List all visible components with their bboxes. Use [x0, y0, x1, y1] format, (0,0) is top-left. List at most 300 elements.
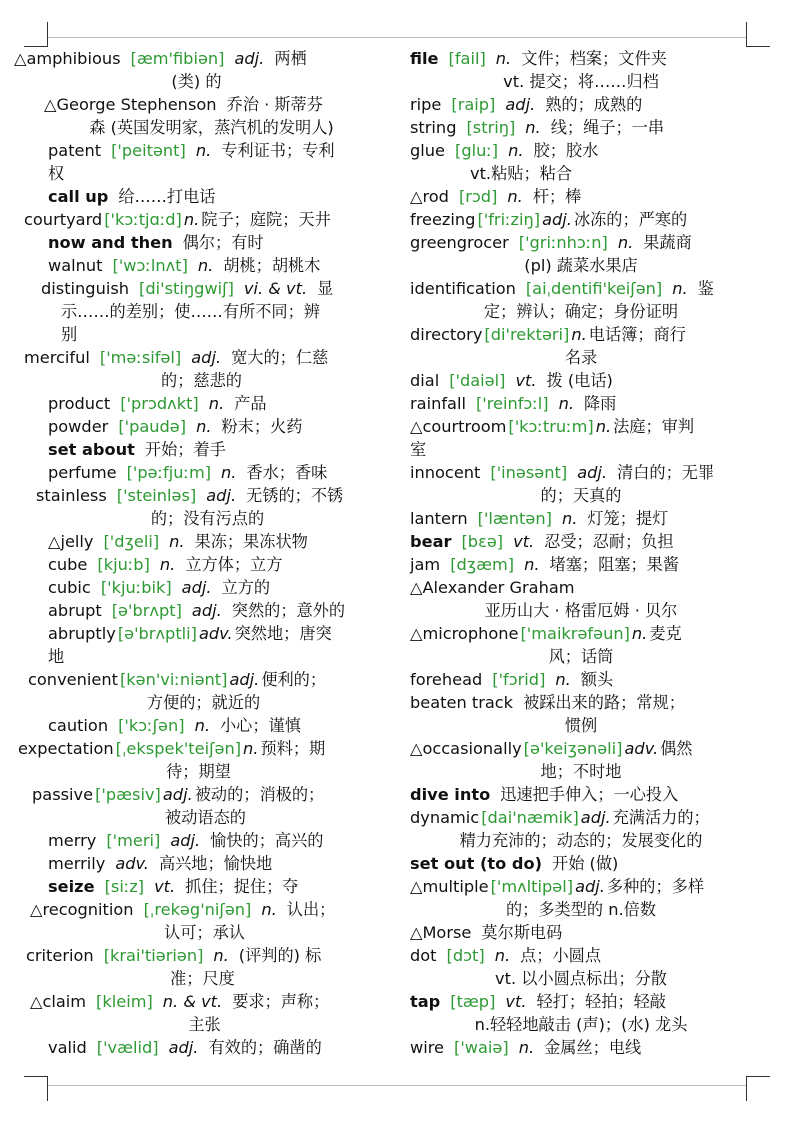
definition: 愉快的；高兴的 [210, 831, 324, 850]
definition: 偶尔；有时 [182, 233, 264, 252]
phonetic: [gluː] [455, 141, 499, 160]
definition: 偶然 [660, 739, 693, 758]
part-of-speech: vt. [513, 532, 535, 551]
definition-continued: 风；话筒 [548, 647, 614, 666]
part-of-speech: n. [507, 187, 523, 206]
crop-mark-tl-v [47, 22, 48, 47]
phonetic: [kjuːb] [97, 555, 150, 574]
headword: △Morse [410, 923, 472, 942]
phonetic: ['wɔːlnʌt] [112, 256, 188, 275]
phonetic: ['fɔrid] [492, 670, 546, 689]
phonetic: ['prɔdʌkt] [120, 394, 199, 413]
definition-continued: (pl) 蔬菜水果店 [524, 256, 638, 275]
definition: 乔治 · 斯蒂芬 [226, 95, 323, 114]
phonetic: ['inəsənt] [490, 463, 568, 482]
vocab-entry [410, 944, 752, 990]
part-of-speech: vi. & vt. [243, 279, 308, 298]
vocab-entry [14, 277, 379, 346]
vocab-entry [14, 392, 379, 415]
definition: 被动的；消极的； [194, 785, 325, 804]
headword: product [48, 394, 111, 413]
phonetic: ['məːsifəl] [99, 348, 182, 367]
definition-continued: 待；期望 [166, 762, 231, 781]
headword: perfume [48, 463, 117, 482]
definition: (评判的) 标 [238, 946, 322, 965]
vocab-entry [14, 93, 379, 139]
vocab-entry [14, 829, 379, 852]
headword: distinguish [41, 279, 130, 298]
part-of-speech: adj. [170, 831, 201, 850]
phonetic: [di'rektəri] [484, 325, 570, 344]
definition: 轻打；轻拍；轻敲 [536, 992, 666, 1011]
part-of-speech: n. [524, 555, 540, 574]
part-of-speech: n. & vt. [162, 992, 223, 1011]
crop-mark-tr-v [746, 22, 747, 47]
definition-continued: 示……的差别；使……有所不同；辨 [61, 302, 320, 321]
definition-continued: 主张 [188, 1015, 221, 1034]
headword: passive [32, 785, 94, 804]
vocab-entry [14, 576, 379, 599]
part-of-speech: n. [195, 141, 212, 160]
headword: identification [410, 279, 516, 298]
definition: 充满活力的； [612, 808, 710, 827]
vocab-entry [410, 622, 752, 668]
vocab-entry [410, 576, 752, 622]
phonetic: ['paudə] [118, 417, 187, 436]
definition: 冰冻的；严寒的 [573, 210, 688, 229]
definition-continued: 的；没有污点的 [150, 509, 265, 528]
vocab-entry [410, 93, 752, 116]
vocab-entry [14, 530, 379, 553]
headword: △claim [30, 992, 87, 1011]
definition: 香水；香味 [246, 463, 328, 482]
vocab-entry [410, 783, 752, 806]
phonetic: [ˌekspek'teiʃən] [115, 739, 242, 758]
phonetic: [dɔt] [446, 946, 485, 965]
definition-continued: 精力充沛的；动态的；发展变化的 [459, 831, 703, 850]
definition-continued: 亚历山大 · 格雷厄姆 · 贝尔 [484, 601, 678, 620]
phonetic: [ə'keiʒənəli] [523, 739, 623, 758]
definition: 文件；档案；文件夹 [521, 49, 667, 68]
definition: 法庭；审判 [613, 417, 695, 436]
headword: △rod [410, 187, 449, 206]
vocab-entry [410, 806, 752, 852]
phonetic: ['kɔːtruːm] [508, 417, 594, 436]
vocab-entry [14, 185, 379, 208]
definition: 忍受；忍耐；负担 [544, 532, 674, 551]
headword: △occasionally [410, 739, 522, 758]
phonetic: [tæp] [450, 992, 496, 1011]
vocab-entry [410, 47, 752, 93]
vocab-entry [410, 208, 752, 231]
phonetic: ['maikrəfəun] [520, 624, 630, 643]
definition: 电话簿；商行 [588, 325, 686, 344]
definition: 降雨 [584, 394, 617, 413]
part-of-speech: n. [213, 946, 229, 965]
definition: 熟的；成熟的 [545, 95, 643, 114]
definition: 额头 [580, 670, 614, 689]
crop-mark-br-v [746, 1076, 747, 1101]
headword: cubic [48, 578, 91, 597]
definition: 宽大的；仁慈 [231, 348, 329, 367]
part-of-speech: n. [494, 946, 511, 965]
phonetic: [aiˌdentifi'keiʃən] [525, 279, 663, 298]
phonetic: ['meri] [106, 831, 161, 850]
definition-continued: (类) 的 [171, 72, 222, 91]
vocab-entry [410, 553, 752, 576]
headword: abruptly [48, 624, 116, 643]
definition: 莫尔斯电码 [481, 923, 563, 942]
part-of-speech: adj. [162, 785, 193, 804]
definition-continued: 定；辨认；确定；身份证明 [483, 302, 679, 321]
definition: 两栖 [274, 49, 307, 68]
part-of-speech: vt. [154, 877, 176, 896]
definition: 无锈的；不锈 [246, 486, 344, 505]
definition: 给……打电话 [118, 187, 216, 206]
definition: 鉴 [697, 279, 714, 298]
part-of-speech: adj. [191, 601, 222, 620]
bottom-border-line [48, 1085, 746, 1086]
definition: 多种的；多样 [606, 877, 705, 896]
headword: patent [48, 141, 102, 160]
part-of-speech: n. [525, 118, 541, 137]
phonetic: ['vælid] [96, 1038, 159, 1057]
definition: 灯笼；提灯 [587, 509, 669, 528]
vocab-entry [14, 875, 379, 898]
vocab-entry [14, 346, 379, 392]
definition: 清白的；无罪 [617, 463, 715, 482]
definition-continued: 的；慈悲的 [161, 371, 242, 390]
definition: 果蔬商 [643, 233, 692, 252]
vocab-entry [410, 990, 752, 1036]
part-of-speech: n. [169, 532, 185, 551]
definition: 专利证书；专利 [221, 141, 335, 160]
definition-continued: 惯例 [564, 716, 598, 735]
phonetic: ['pəːfjuːm] [126, 463, 212, 482]
vocab-entry [14, 622, 379, 668]
definition-continued: 名录 [564, 348, 598, 367]
definition: 院子；庭院；天井 [201, 210, 331, 229]
definition: 突然地；唐突 [234, 624, 332, 643]
part-of-speech: n. [183, 210, 200, 229]
definition: 粉末；火药 [221, 417, 303, 436]
phonetic: [kən'viːniənt] [119, 670, 228, 689]
headword: innocent [410, 463, 481, 482]
headword: △Alexander Graham [410, 578, 575, 597]
vocab-entry [410, 530, 752, 553]
definition: 开始 (做) [552, 854, 619, 873]
headword: △recognition [30, 900, 134, 919]
vocab-entry [410, 507, 752, 530]
part-of-speech: n. [561, 509, 578, 528]
vocab-entry [14, 898, 379, 944]
left-column [14, 47, 379, 1059]
part-of-speech: n. [243, 739, 259, 758]
definition: 堵塞；阻塞；果酱 [549, 555, 680, 574]
vocab-entry [410, 921, 752, 944]
definition: 预料；期 [260, 739, 326, 758]
vocab-entry [14, 737, 379, 783]
headword: expectation [18, 739, 114, 758]
headword: stainless [36, 486, 107, 505]
vocab-entry [14, 668, 379, 714]
part-of-speech: vt. [505, 992, 527, 1011]
vocab-entry [410, 139, 752, 185]
part-of-speech: n. [495, 49, 512, 68]
phonetic: ['mʌltipəl] [490, 877, 574, 896]
part-of-speech: adj. [505, 95, 536, 114]
headword: △courtroom [410, 417, 507, 436]
definition: 立方体；立方 [185, 555, 283, 574]
part-of-speech: n. [571, 325, 587, 344]
definition: 有效的；确凿的 [208, 1038, 322, 1057]
definition: 产品 [234, 394, 267, 413]
phonetic: [striŋ] [466, 118, 516, 137]
headword: convenient [28, 670, 118, 689]
definition: 小心；谨慎 [219, 716, 301, 735]
phonetic: [ˌrekəg'niʃən] [143, 900, 252, 919]
vocab-entry [14, 1036, 379, 1059]
crop-mark-bl-v [47, 1076, 48, 1101]
phonetic: [rɔd] [458, 187, 498, 206]
top-border-line [48, 37, 746, 38]
definition: 金属丝；电线 [544, 1038, 642, 1057]
headword: △George Stephenson [44, 95, 217, 114]
vocab-entry [14, 990, 379, 1036]
vocab-entry [14, 714, 379, 737]
definition: 被踩出来的路；常规； [523, 693, 685, 712]
crop-mark-bl-h [24, 1076, 48, 1077]
phonetic: [siːz] [104, 877, 145, 896]
vocab-entry [410, 277, 752, 323]
headword: ripe [410, 95, 442, 114]
definition-continued: 的；天真的 [540, 486, 622, 505]
vocab-entry [14, 231, 379, 254]
definition-continued: 地；不时地 [540, 762, 622, 781]
part-of-speech: adv. [624, 739, 659, 758]
vocab-entry [14, 461, 379, 484]
definition-continued: 室 [410, 440, 427, 459]
part-of-speech: adj. [191, 348, 222, 367]
phonetic: ['peitənt] [111, 141, 186, 160]
vocab-entry [14, 944, 379, 990]
headword: wire [410, 1038, 444, 1057]
part-of-speech: adj. [181, 578, 212, 597]
part-of-speech: adj. [206, 486, 237, 505]
vocab-entry [14, 139, 379, 185]
phonetic: ['reinfɔːl] [475, 394, 549, 413]
headword: △amphibious [14, 49, 121, 68]
vocab-entry [410, 116, 752, 139]
headword: set out (to do) [410, 854, 543, 873]
definition-continued: 准；尺度 [170, 969, 235, 988]
definition-continued: 别 [61, 325, 78, 344]
part-of-speech: vt. [515, 371, 537, 390]
headword: tap [410, 992, 441, 1011]
part-of-speech: n. [672, 279, 688, 298]
phonetic: [bɛə] [461, 532, 504, 551]
vocab-entry [14, 208, 379, 231]
headword: string [410, 118, 457, 137]
part-of-speech: n. [261, 900, 277, 919]
right-column [410, 47, 752, 1059]
part-of-speech: adv. [198, 624, 233, 643]
headword: merry [48, 831, 97, 850]
headword: △jelly [48, 532, 94, 551]
phonetic: ['kɔːtjɑːd] [104, 210, 182, 229]
crop-mark-br-h [746, 1076, 770, 1077]
headword: powder [48, 417, 109, 436]
definition: 线；绳子；一串 [550, 118, 665, 137]
part-of-speech: n. [196, 417, 212, 436]
definition: 胶；胶水 [533, 141, 599, 160]
headword: △microphone [410, 624, 519, 643]
headword: valid [48, 1038, 87, 1057]
headword: abrupt [48, 601, 102, 620]
vocab-entry [410, 668, 752, 691]
definition: 突然的；意外的 [231, 601, 346, 620]
definition-continued: vt. 提交；将……归档 [503, 72, 659, 91]
phonetic: [æm'fibiən] [130, 49, 225, 68]
phonetic: [dʒæm] [450, 555, 515, 574]
part-of-speech: adj. [168, 1038, 199, 1057]
headword: merciful [24, 348, 90, 367]
headword: merrily [48, 854, 106, 873]
phonetic: [dai'næmik] [481, 808, 579, 827]
headword: seize [48, 877, 95, 896]
phonetic: ['steinləs] [116, 486, 197, 505]
vocab-entry [410, 369, 752, 392]
part-of-speech: n. [508, 141, 524, 160]
definition-continued: 地 [48, 647, 65, 666]
definition: 抓住；捉住；夺 [185, 877, 299, 896]
phonetic: ['waiə] [454, 1038, 509, 1057]
part-of-speech: n. [197, 256, 214, 275]
phonetic: [ə'brʌpt] [111, 601, 182, 620]
headword: glue [410, 141, 445, 160]
headword: set about [48, 440, 135, 459]
headword: forehead [410, 670, 483, 689]
definition-continued: vt. 以小圆点标出；分散 [495, 969, 667, 988]
headword: jam [410, 555, 441, 574]
definition-continued: 方便的；就近的 [146, 693, 261, 712]
phonetic: [fail] [448, 49, 486, 68]
phonetic: ['griːnhɔːn] [518, 233, 608, 252]
definition: 开始；着手 [144, 440, 226, 459]
vocab-entry [14, 484, 379, 530]
headword: beaten track [410, 693, 514, 712]
definition: 认出； [286, 900, 336, 919]
phonetic: ['kɔːʃən] [118, 716, 185, 735]
phonetic: ['dʒeli] [103, 532, 160, 551]
part-of-speech: adj. [229, 670, 260, 689]
definition: 要求；声称； [232, 992, 330, 1011]
part-of-speech: n. [631, 624, 648, 643]
vocab-entry [14, 852, 379, 875]
part-of-speech: n. [221, 463, 237, 482]
part-of-speech: adj. [580, 808, 611, 827]
headword: now and then [48, 233, 173, 252]
headword: bear [410, 532, 452, 551]
headword: directory [410, 325, 483, 344]
definition-continued: 被动语态的 [165, 808, 246, 827]
phonetic: [krai'tiəriən] [103, 946, 204, 965]
definition: 杆；棒 [532, 187, 582, 206]
headword: file [410, 49, 439, 68]
headword: freezing [410, 210, 476, 229]
phonetic: ['friːziŋ] [477, 210, 541, 229]
part-of-speech: n. [159, 555, 176, 574]
vocab-entry [410, 691, 752, 737]
vocab-entry [14, 438, 379, 461]
part-of-speech: n. [194, 716, 210, 735]
vocab-entry [14, 553, 379, 576]
phonetic: ['kjuːbik] [100, 578, 172, 597]
definition-continued: 的；多类型的 n.倍数 [505, 900, 657, 919]
part-of-speech: adj. [577, 463, 608, 482]
definition: 高兴地；愉快地 [158, 854, 273, 873]
vocab-entry [410, 323, 752, 369]
vocab-entry [410, 461, 752, 507]
phonetic: ['læntən] [477, 509, 552, 528]
part-of-speech: n. [555, 670, 571, 689]
phonetic: [raip] [451, 95, 496, 114]
vocab-entry [14, 415, 379, 438]
part-of-speech: n. [595, 417, 612, 436]
part-of-speech: n. [518, 1038, 535, 1057]
part-of-speech: adj. [234, 49, 265, 68]
definition-continued: 认可；承认 [164, 923, 245, 942]
headword: walnut [48, 256, 103, 275]
vocab-entry [14, 254, 379, 277]
headword: criterion [26, 946, 94, 965]
part-of-speech: n. [617, 233, 634, 252]
phonetic: [kleim] [96, 992, 153, 1011]
vocab-entry [410, 852, 752, 875]
definition: 显 [317, 279, 334, 298]
definition: 点；小圆点 [520, 946, 602, 965]
definition-continued: 森 (英国发明家，蒸汽机的发明人) [89, 118, 334, 137]
headword: dive into [410, 785, 491, 804]
vocab-entry [410, 737, 752, 783]
definition-continued: vt.粘贴；粘合 [470, 164, 573, 183]
headword: dial [410, 371, 440, 390]
headword: dot [410, 946, 437, 965]
definition: 拨 (电话) [546, 371, 613, 390]
phonetic: ['daiəl] [449, 371, 506, 390]
definition: 果冻；果冻状物 [194, 532, 308, 551]
headword: cube [48, 555, 88, 574]
headword: lantern [410, 509, 468, 528]
definition: 便利的； [261, 670, 327, 689]
definition-continued: 权 [48, 164, 65, 183]
vocab-entry [410, 1036, 752, 1059]
part-of-speech: adv. [115, 854, 149, 873]
vocab-entry [410, 875, 752, 921]
phonetic: [di'stiŋgwiʃ] [139, 279, 234, 298]
headword: call up [48, 187, 109, 206]
headword: dynamic [410, 808, 480, 827]
definition: 立方的 [221, 578, 271, 597]
part-of-speech: n. [558, 394, 574, 413]
definition: 迅速把手伸入；一心投入 [500, 785, 679, 804]
phonetic: [ə'brʌptli] [117, 624, 197, 643]
headword: courtyard [24, 210, 103, 229]
headword: rainfall [410, 394, 466, 413]
vocab-entry [14, 599, 379, 622]
headword: △multiple [410, 877, 489, 896]
headword: caution [48, 716, 109, 735]
